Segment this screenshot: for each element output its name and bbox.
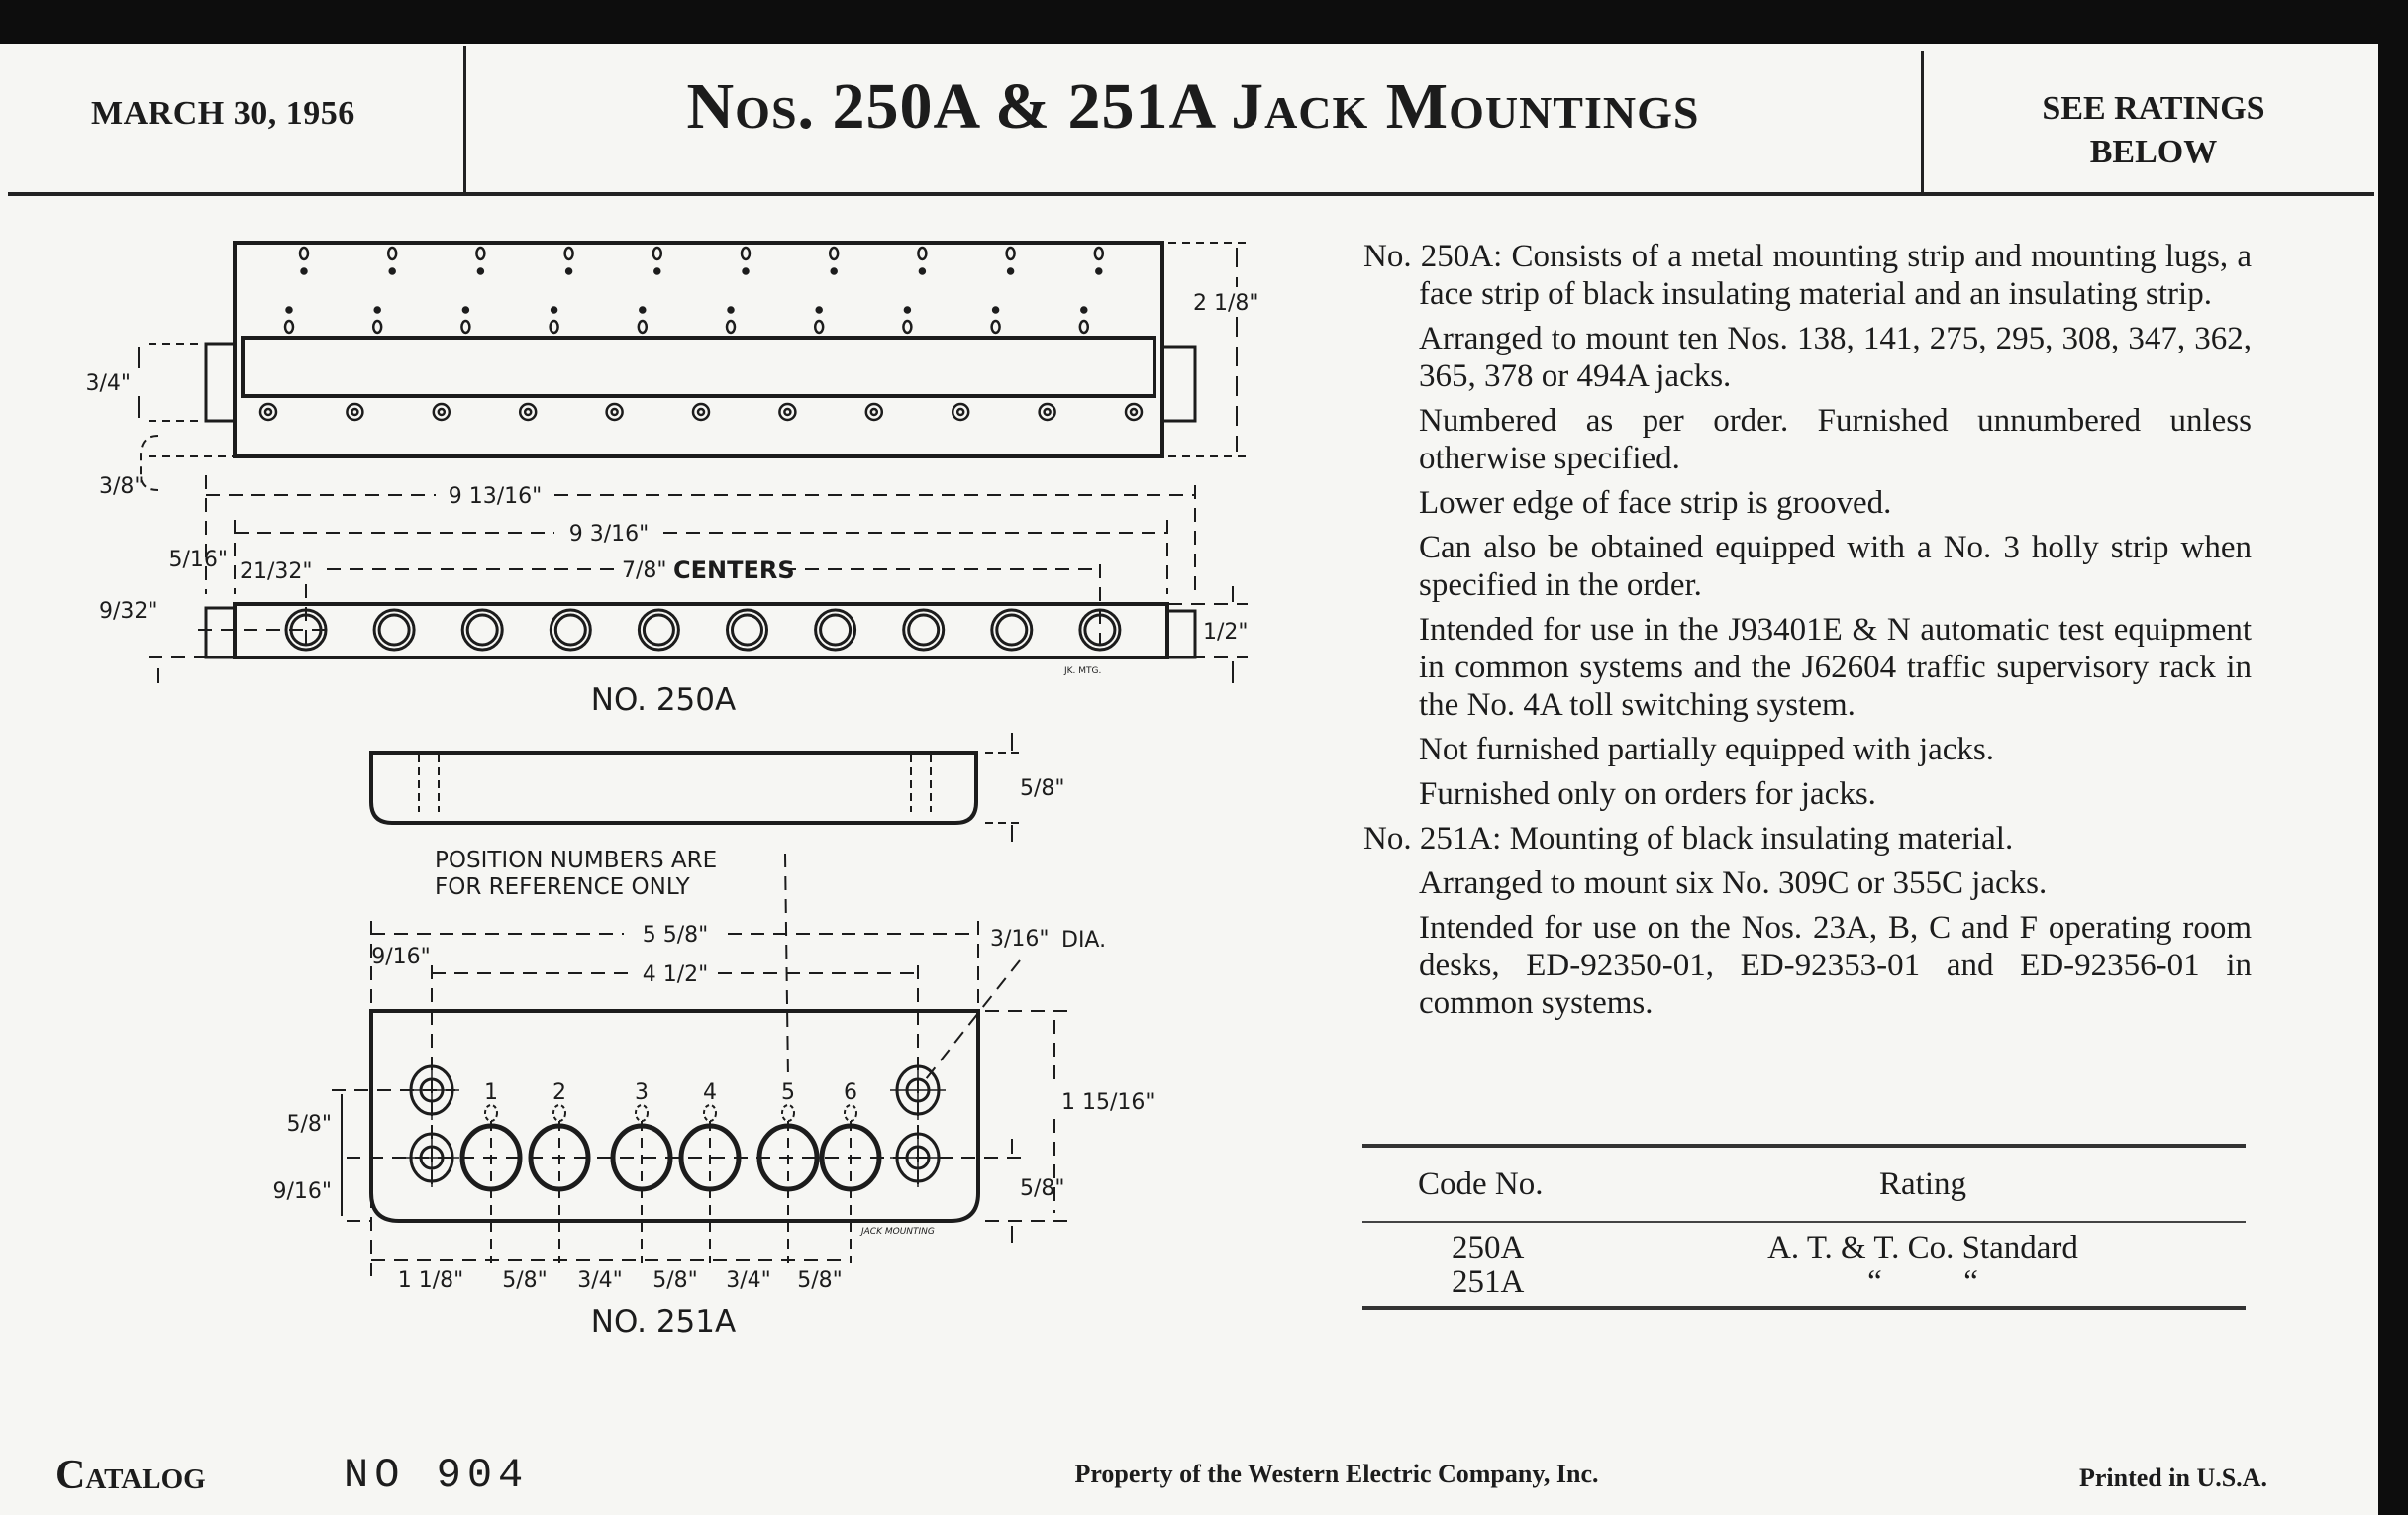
- rivet-hole: [654, 269, 659, 274]
- ratings-table: [1362, 1144, 2246, 1310]
- dim-label-offset: 3/8": [99, 474, 145, 499]
- jack-hole: [555, 615, 585, 645]
- jack-hole: [379, 615, 409, 645]
- mounting-hole: [815, 321, 823, 333]
- paragraph: Arranged to mount ten Nos. 138, 141, 275, 295, 308, 347, 362, 365, 378 or 494A jacks.: [1419, 321, 2252, 394]
- mounting-hole: [285, 321, 293, 333]
- locating-hole: [636, 1105, 648, 1121]
- dim-label-overall-width: 5 5/8": [642, 923, 709, 948]
- draftsman-mark: JK. MTG.: [1064, 666, 1102, 676]
- mounting-hole: [639, 321, 647, 333]
- rivet-hole: [287, 308, 292, 313]
- rating-cell: “ “: [1867, 1264, 1978, 1300]
- rivet-hole: [729, 308, 734, 313]
- mounting-hole: [373, 321, 381, 333]
- paragraph: Intended for use in the J93401E & N automatic test equipment in common systems and the J62604 traffic supervisory rack in the No. 4A toll switching system.: [1419, 612, 2252, 723]
- screw-hole: [1045, 409, 1051, 415]
- code-cell: 251A: [1452, 1264, 1525, 1300]
- locating-hole: [485, 1105, 497, 1121]
- mounting-hole: [742, 248, 750, 259]
- mounting-hole: [476, 248, 484, 259]
- dim-label-overall-length: 9 13/16": [448, 484, 543, 509]
- locating-hole: [782, 1105, 794, 1121]
- dim-label-height: 1 15/16": [1061, 1090, 1155, 1115]
- jack-hole: [733, 615, 762, 645]
- rivet-hole: [566, 269, 571, 274]
- description: [1363, 238, 2252, 1029]
- dim-label-lug: 3/4": [85, 371, 131, 396]
- screw-hole: [612, 409, 618, 415]
- mounting-hole: [1095, 248, 1103, 259]
- rivet-hole: [302, 269, 307, 274]
- mounting-hole: [918, 248, 926, 259]
- rivet-hole: [832, 269, 837, 274]
- dim-label-thickness: 1/2": [1203, 620, 1249, 645]
- dim-label-left-lower: 9/16": [272, 1179, 332, 1204]
- rivet-hole: [1096, 269, 1101, 274]
- dim-label-left-upper: 5/8": [286, 1112, 332, 1137]
- screw-hole: [779, 404, 795, 420]
- dim-label-centers: 7/8": [622, 558, 667, 583]
- rivet-hole: [375, 308, 380, 313]
- dim-label-bottom-4: 5/8": [652, 1268, 698, 1293]
- rivet-hole: [993, 308, 998, 313]
- rivet-hole: [463, 308, 468, 313]
- paragraph: Lower edge of face strip is grooved.: [1419, 485, 1892, 521]
- dim-label-bottom-5: 3/4": [726, 1268, 771, 1293]
- mounting-hole: [388, 248, 396, 259]
- printed-notice: Printed in U.S.A.: [2079, 1464, 2267, 1492]
- ratings-note: [1931, 87, 2376, 174]
- dim-label-mount-spacing: 4 1/2": [642, 962, 709, 987]
- rivet-hole: [640, 308, 645, 313]
- screw-hole: [957, 409, 963, 415]
- position-number: 4: [703, 1080, 717, 1105]
- table-body: [1362, 1223, 2246, 1306]
- mounting-hole: [992, 321, 1000, 333]
- screw-hole: [871, 409, 877, 415]
- mounting-hole: [551, 321, 558, 333]
- paragraph: Arranged to mount six No. 309C or 355C jacks.: [1419, 865, 2048, 901]
- screw-hole: [607, 404, 623, 420]
- centers-label: CENTERS: [673, 556, 795, 584]
- screw-hole: [260, 404, 276, 420]
- dim-label-vertical: 9/32": [99, 599, 158, 624]
- dim-label-side-height: 5/8": [1020, 776, 1065, 801]
- position-number: 5: [781, 1080, 795, 1105]
- dim-label-bottom-2: 5/8": [502, 1268, 548, 1293]
- rating-cell: A. T. & T. Co. Standard: [1767, 1230, 2078, 1265]
- rivet-hole: [478, 269, 483, 274]
- mounting-hole: [830, 248, 838, 259]
- screw-hole: [693, 404, 709, 420]
- position-number: 2: [552, 1080, 566, 1105]
- paragraph: Numbered as per order. Furnished unnumbered unless otherwise specified.: [1419, 403, 2252, 476]
- drawing-mark: JACK MOUNTING: [861, 1227, 935, 1237]
- screw-hole: [525, 409, 531, 415]
- screw-hole: [351, 409, 357, 415]
- property-notice: Property of the Western Electric Company, Inc.: [1074, 1460, 1599, 1488]
- position-note: POSITION NUMBERS ARE: [435, 848, 718, 873]
- table-row: [1362, 1231, 2246, 1265]
- dim-label-bottom-3: 3/4": [577, 1268, 623, 1293]
- mounting-hole: [1080, 321, 1088, 333]
- screw-hole: [698, 409, 704, 415]
- jack-hole: [644, 615, 673, 645]
- dim-label-bottom-1: 1 1/8": [397, 1268, 464, 1293]
- screw-hole: [434, 404, 450, 420]
- mounting-hole: [727, 321, 735, 333]
- code-cell: 250A: [1452, 1230, 1525, 1265]
- column-header-rating: Rating: [1879, 1165, 1966, 1202]
- dim-label-strip-length: 9 3/16": [568, 522, 650, 547]
- column-header-code: Code No.: [1418, 1165, 1544, 1202]
- screw-hole: [866, 404, 882, 420]
- locating-hole: [553, 1105, 565, 1121]
- locating-hole: [704, 1105, 716, 1121]
- position-note: FOR REFERENCE ONLY: [435, 874, 690, 900]
- paragraph: Can also be obtained equipped with a No. 3 holly strip when specified in the order.: [1419, 530, 2252, 603]
- paragraph: Furnished only on orders for jacks.: [1419, 776, 1876, 812]
- rivet-hole: [1081, 308, 1086, 313]
- screw-hole: [520, 404, 536, 420]
- screw-hole: [1131, 409, 1137, 415]
- catalog-label: Catalog: [55, 1453, 206, 1498]
- mounting-hole: [653, 248, 661, 259]
- mounting-hole: [903, 321, 911, 333]
- rivet-hole: [905, 308, 910, 313]
- screw-hole: [439, 409, 445, 415]
- dim-label-end: 5/16": [168, 548, 228, 572]
- screw-hole: [1040, 404, 1055, 420]
- dim-label-first-center: 21/32": [240, 559, 313, 584]
- jack-hole: [821, 615, 851, 645]
- paragraph-251a-intro: No. 251A: Mounting of black insulating material.: [1363, 821, 2014, 857]
- header-divider: [1921, 51, 1924, 196]
- rivet-hole: [552, 308, 556, 313]
- jack-hole: [997, 615, 1027, 645]
- table-header-row: [1362, 1148, 2246, 1221]
- paragraph-250a-intro: No. 250A: Consists of a metal mounting strip and mounting lugs, a face strip of black insulating material and an insulating strip.: [1363, 239, 2252, 312]
- screw-hole: [784, 409, 790, 415]
- drawing-251a-side-view: [371, 733, 1020, 842]
- dim-label-height: 2 1/8": [1193, 291, 1259, 316]
- position-number: 6: [844, 1080, 857, 1105]
- mounting-hole: [1007, 248, 1015, 259]
- jack-hole: [467, 615, 497, 645]
- catalog-number: NO 904: [344, 1452, 530, 1499]
- issue-date: MARCH 30, 1956: [91, 95, 355, 132]
- scan-border-right: [2378, 0, 2408, 1515]
- drawing-caption-251a: NO. 251A: [590, 1304, 737, 1340]
- dim-label-right-lower: 5/8": [1020, 1176, 1065, 1201]
- dim-label-hole-dia: 3/16": [990, 927, 1050, 952]
- dim-label-edge: 9/16": [371, 945, 431, 969]
- screw-hole: [1126, 404, 1142, 420]
- screw-hole: [347, 404, 362, 420]
- mounting-hole: [461, 321, 469, 333]
- drawing-250a-top-view: [139, 243, 1248, 490]
- rivet-hole: [817, 308, 822, 313]
- paragraph: Intended for use on the Nos. 23A, B, C and F operating room desks, ED-92350-01, ED-92353-01 and ED-92356-01 in common systems.: [1419, 910, 2252, 1021]
- drawing-251a-front-view: [332, 854, 1069, 1277]
- position-number: 3: [635, 1080, 649, 1105]
- jack-hole: [909, 615, 939, 645]
- rivet-hole: [390, 269, 395, 274]
- table-row: [1362, 1265, 2246, 1300]
- rivet-hole: [920, 269, 925, 274]
- ratings-note-line: BELOW: [2089, 134, 2218, 170]
- mounting-hole: [565, 248, 573, 259]
- dia-label: DIA.: [1061, 928, 1107, 953]
- rivet-hole: [744, 269, 749, 274]
- screw-hole: [265, 409, 271, 415]
- ratings-note-line: SEE RATINGS: [2042, 90, 2265, 127]
- locating-hole: [845, 1105, 856, 1121]
- table-rule: [1362, 1306, 2246, 1310]
- paragraph: Not furnished partially equipped with jacks.: [1419, 732, 1995, 767]
- screw-hole: [953, 404, 968, 420]
- mounting-hole: [300, 248, 308, 259]
- page-title: Nos. 250A & 251A Jack Mountings: [686, 70, 1700, 143]
- dim-label-bottom-6: 5/8": [797, 1268, 843, 1293]
- rivet-hole: [1008, 269, 1013, 274]
- drawing-caption-250a: NO. 250A: [590, 682, 737, 718]
- position-number: 1: [484, 1080, 498, 1105]
